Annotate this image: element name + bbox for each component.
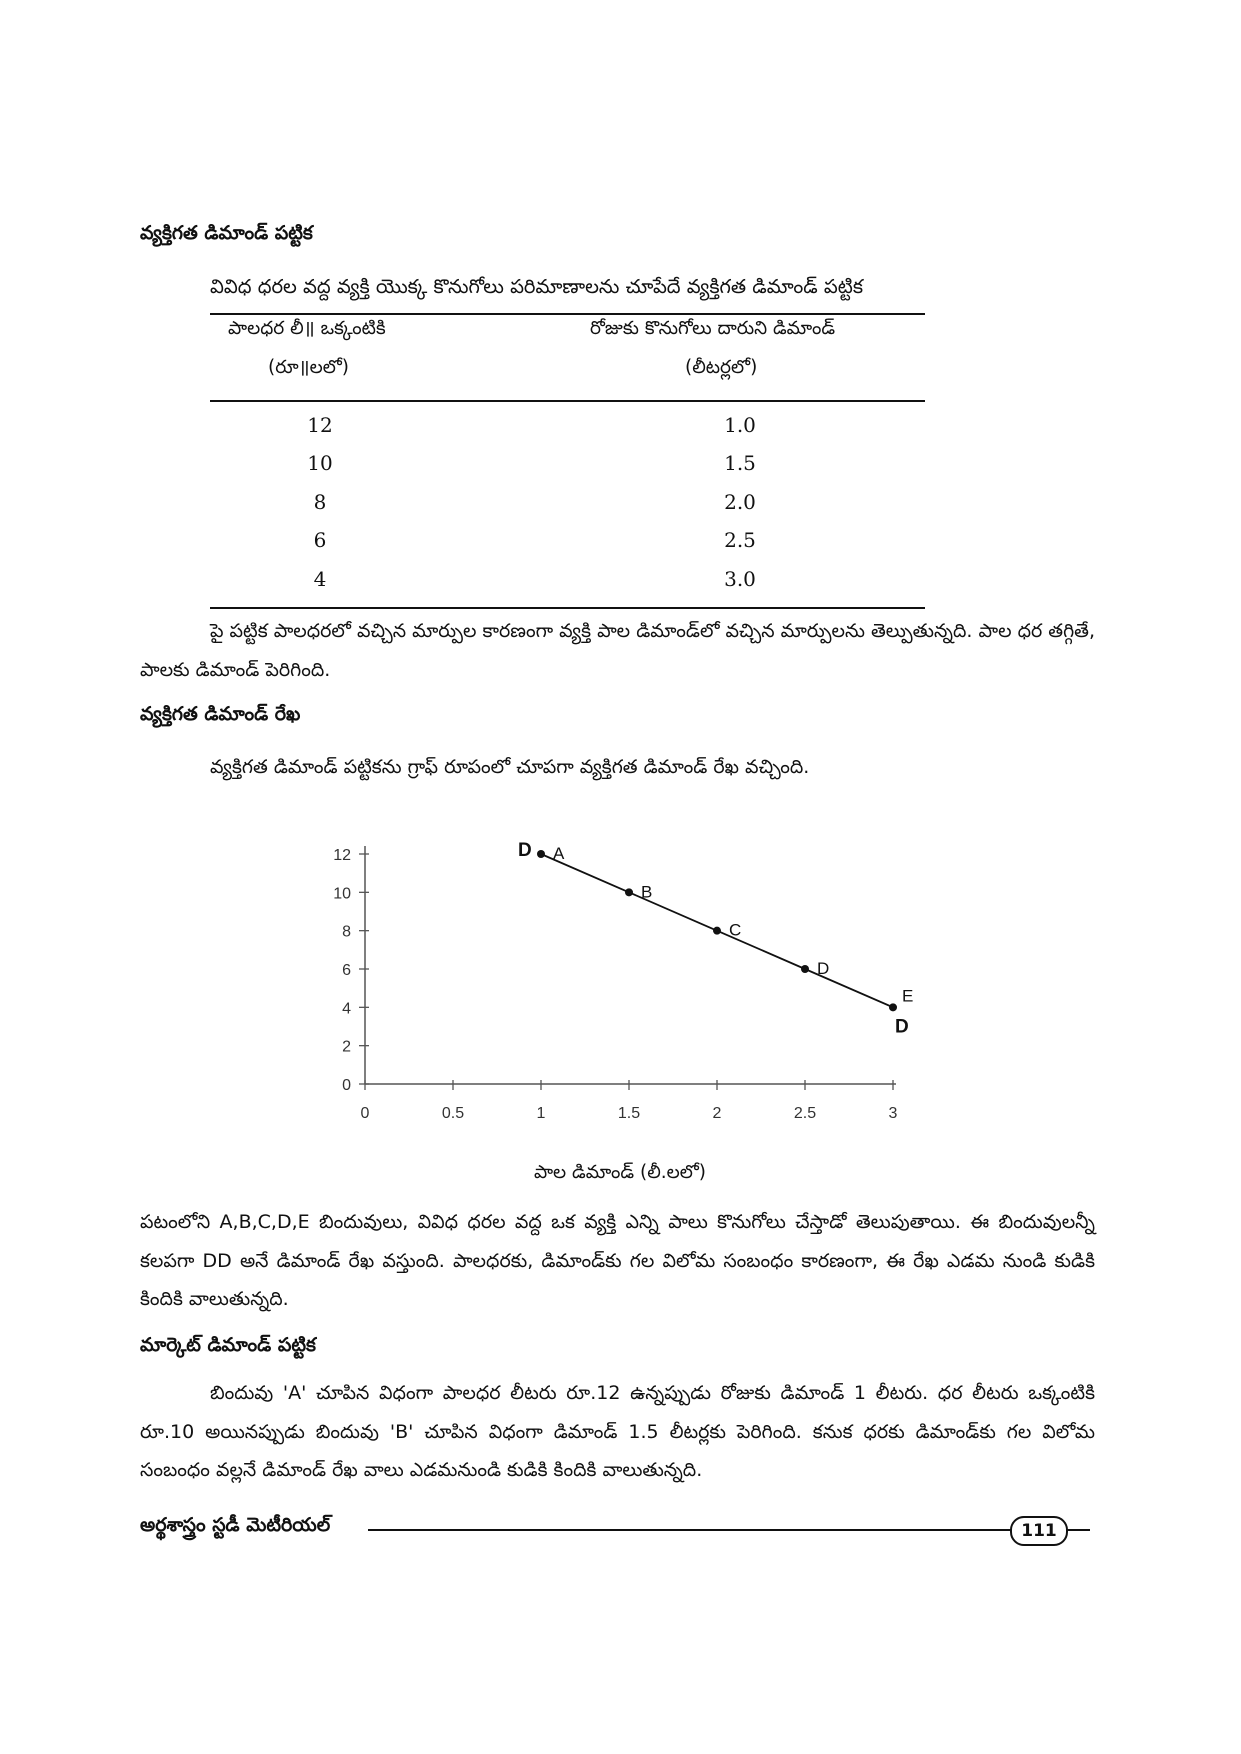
section-heading-individual-demand-curve: వ్యక్తిగత డిమాండ్ రేఖ xyxy=(140,703,301,725)
section-heading-market-demand-schedule: మార్కెట్ డిమాండ్ పట్టిక xyxy=(140,1334,316,1356)
chart-curve-label-start: D xyxy=(518,840,532,861)
chart-point-label: A xyxy=(553,844,565,863)
chart-point xyxy=(537,850,545,858)
chart-point-label: B xyxy=(641,882,653,902)
paragraph-market-demand: బిందువు 'A' చూపిన విధంగా పాలధర లీటరు రూ.12 ఉన్నప్పుడు రోజుకు డిమాండ్ 1 లీటరు. ధర లీటరు ఒక్కంటికి రూ.10 అయినప్పుడు బిందువు 'B' చూపిన విధంగా డిమాండ్ 1.5 లీటర్లకు పెరిగింది. కనుక ధరకు డిమాండ్‌కు గల విలోమ సంబంధం వల్లనే డిమాండ్ రేఖ వాలు ఎడమనుండి కుడికి కిందికి వాలుతున్నది. xyxy=(140,1382,1095,1481)
table-header-demand-line2: (లీటర్లలో) xyxy=(685,357,758,378)
table-cell-price: 8 xyxy=(313,490,327,514)
chart-y-tick-label: 12 xyxy=(333,847,351,864)
table-cell-quantity: 1.5 xyxy=(724,451,756,475)
table-header-demand-line1: రోజుకు కొనుగోలు దారుని డిమాండ్ xyxy=(590,318,836,339)
chart-y-tick-label: 10 xyxy=(333,885,351,903)
table-cell-quantity: 1.0 xyxy=(724,413,756,437)
table-header-price-line2: (రూ॥లలో) xyxy=(268,357,349,378)
chart-point xyxy=(889,1003,897,1011)
chart-curve-label-end: D xyxy=(895,1016,909,1038)
chart-y-tick-label: 4 xyxy=(342,1000,351,1018)
paragraph-demand-curve-explanation: పటంలోని A,B,C,D,E బిందువులు, వివిధ ధరల వద్ద ఒక వ్యక్తి ఎన్ని పాలు కొనుగోలు చేస్తాడో తెలుపుతాయి. ఈ బిందువులన్నీ కలపగా DD అనే డిమాండ్ రేఖ వస్తుంది. పాలధరకు, డిమాండ్‌కు గల విలోమ సంబంధం కారణంగా, ఈ రేఖ ఎడమ నుండి కుడికి కిందికి వాలుతున్నది. xyxy=(140,1211,1095,1310)
table-header-price-line1: పాలధర లీ॥ ఒక్కంటికి xyxy=(228,318,386,339)
table-cell-quantity: 2.0 xyxy=(724,490,756,514)
curve-intro-text: వ్యక్తిగత డిమాండ్ పట్టికను గ్రాఫ్ రూపంలో చూపగా వ్యక్తిగత డిమాండ్ రేఖ వచ్చింది. xyxy=(210,756,810,778)
chart-y-tick-label: 2 xyxy=(342,1038,351,1056)
table-caption: వివిధ ధరల వద్ద వ్యక్తి యొక్క కొనుగోలు పరిమాణాలను చూపేదే వ్యక్తిగత డిమాండ్ పట్టిక xyxy=(210,275,863,298)
chart-y-tick-label: 0 xyxy=(342,1077,351,1094)
table-cell-quantity: 3.0 xyxy=(724,567,756,591)
chart-point-label: C xyxy=(729,920,742,940)
chart-point xyxy=(713,927,721,935)
table-cell-price: 4 xyxy=(313,567,327,591)
chart-x-axis-label: పాల డిమాండ్ (లీ.లలో) xyxy=(533,1162,707,1183)
chart-x-tick-label: 0 xyxy=(360,1105,370,1122)
demand-curve-chart xyxy=(320,820,940,1190)
paragraph-table-explanation: పై పట్టిక పాలధరలో వచ్చిన మార్పుల కారణంగా వ్యక్తి పాల డిమాండ్‌లో వచ్చిన మార్పులను తెల్పుతున్నది. పాల ధర తగ్గితే, పాలకు డిమాండ్ పెరిగింది. xyxy=(140,620,1095,681)
footer-rule xyxy=(368,1529,1018,1531)
table-bottom-rule xyxy=(210,607,925,609)
chart-x-tick-label: 0.5 xyxy=(441,1105,465,1122)
chart-x-tick-label: 2 xyxy=(712,1105,722,1122)
table-cell-price: 10 xyxy=(307,451,333,475)
table-cell-quantity: 2.5 xyxy=(724,528,756,552)
chart-x-tick-label: 2.5 xyxy=(793,1105,817,1122)
section-heading-individual-demand-schedule: వ్యక్తిగత డిమాండ్ పట్టిక xyxy=(140,222,313,244)
chart-x-tick-label: 1 xyxy=(536,1105,546,1122)
table-cell-price: 6 xyxy=(313,528,327,552)
chart-point xyxy=(801,965,809,973)
chart-point-label: D xyxy=(817,959,830,978)
page-number-badge: 111 xyxy=(1010,1516,1068,1546)
chart-point xyxy=(625,888,633,896)
footer-book-title: అర్థశాస్త్రం స్టడీ మెటీరియల్ xyxy=(140,1514,331,1536)
chart-y-tick-label: 6 xyxy=(342,962,351,979)
table-header-rule xyxy=(210,400,925,402)
table-top-rule xyxy=(210,313,925,315)
chart-point-label: E xyxy=(902,986,914,1006)
chart-x-tick-label: 3 xyxy=(888,1105,898,1122)
footer-rule-tail xyxy=(1066,1529,1090,1531)
chart-y-tick-label: 8 xyxy=(342,923,351,941)
chart-x-tick-label: 1.5 xyxy=(617,1105,641,1122)
table-cell-price: 12 xyxy=(307,413,333,437)
